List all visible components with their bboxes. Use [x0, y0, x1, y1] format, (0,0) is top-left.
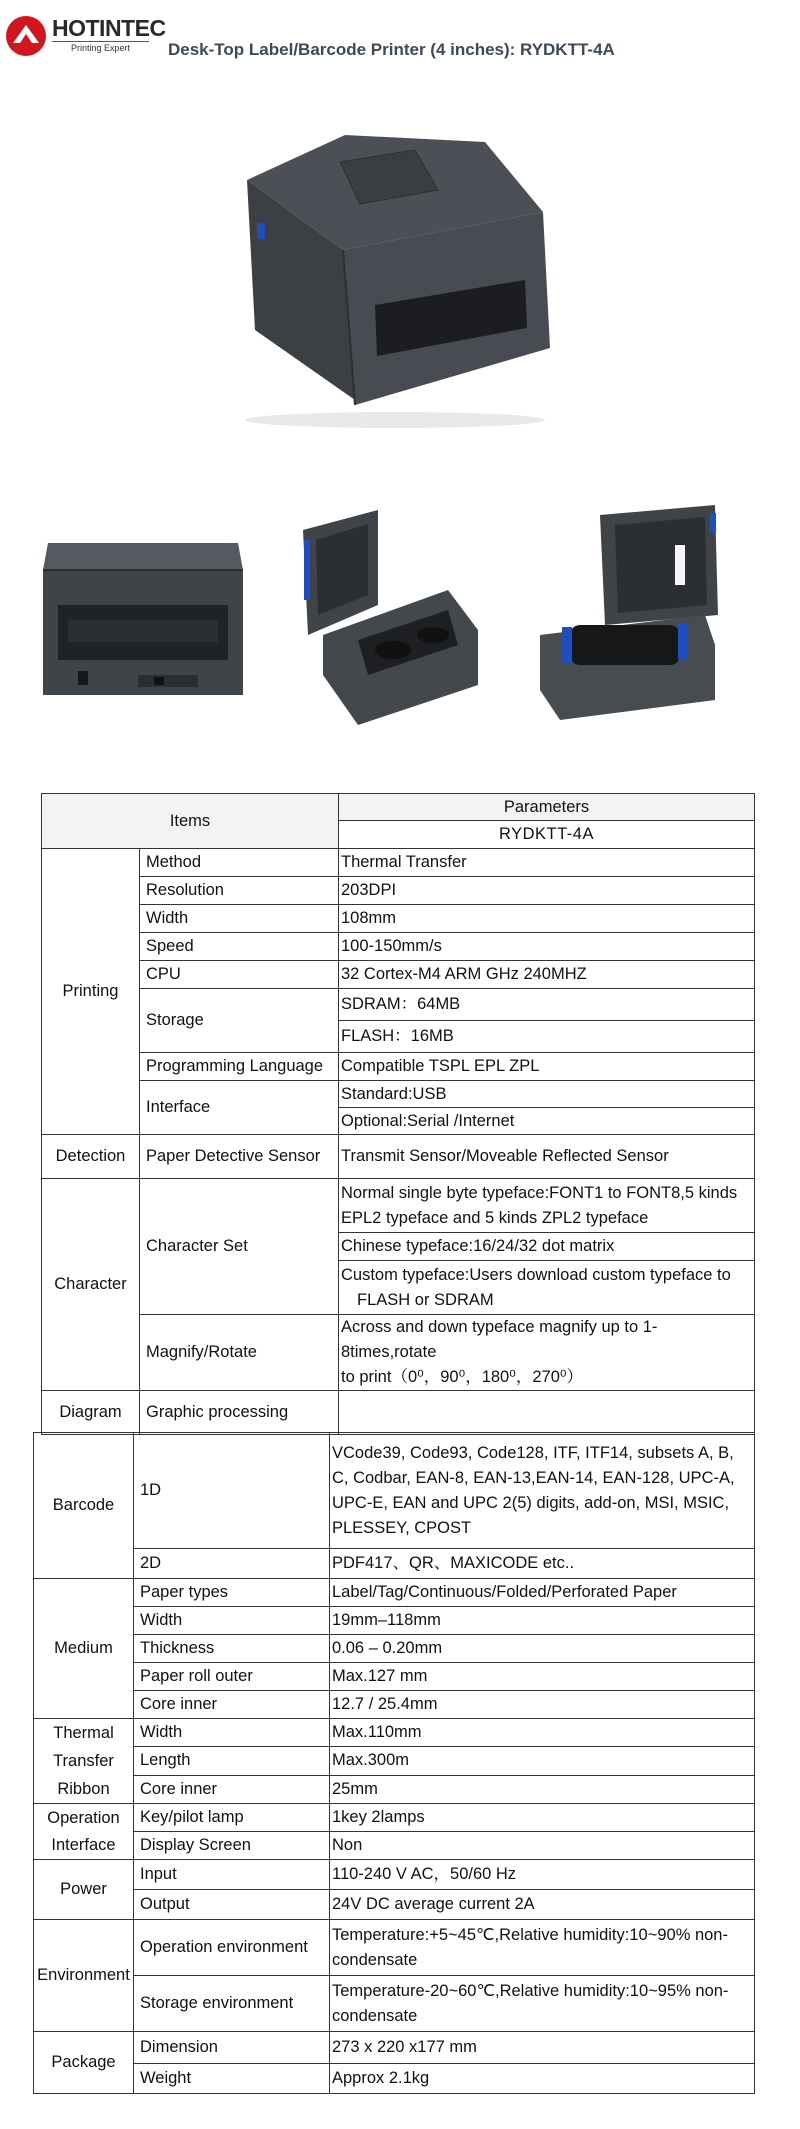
row-key: Key/pilot lamp	[134, 1804, 330, 1832]
group-ribbon-line: Transfer	[53, 1752, 114, 1770]
group-ribbon-line: Ribbon	[57, 1780, 110, 1798]
brand-name: HOTINTEC	[52, 15, 166, 41]
row-value: SDRAM：64MB	[339, 989, 755, 1021]
row-value: 24V DC average current 2A	[330, 1890, 755, 1920]
row-key: Input	[134, 1860, 330, 1890]
group-diagram: Diagram	[42, 1391, 140, 1435]
group-detection: Detection	[42, 1135, 140, 1179]
row-value-line: to print（0⁰，90⁰，180⁰，270⁰）	[341, 1368, 583, 1386]
printer-back-image	[38, 525, 253, 705]
group-printing: Printing	[42, 849, 140, 1135]
row-value	[330, 1920, 755, 1976]
row-key: Interface	[140, 1081, 339, 1135]
row-key: Magnify/Rotate	[140, 1315, 339, 1391]
group-character: Character	[42, 1179, 140, 1391]
spec-table-1	[41, 793, 755, 1435]
row-value: 110-240 V AC，50/60 Hz	[330, 1860, 755, 1890]
group-ribbon-line: Thermal	[53, 1724, 114, 1742]
row-value: Label/Tag/Continuous/Folded/Perforated Paper	[330, 1579, 755, 1607]
row-value-line: EPL2 typeface and 5 kinds ZPL2 typeface	[341, 1208, 649, 1227]
group-ribbon	[34, 1719, 134, 1804]
row-value: FLASH：16MB	[339, 1021, 755, 1053]
printer-ribbon-loaded-image	[530, 505, 730, 720]
row-value-line: Across and down typeface magnify up to 1-8times,rotate	[341, 1318, 658, 1361]
row-value: Max.110mm	[330, 1719, 755, 1747]
row-key: Speed	[140, 933, 339, 961]
row-key: Programming Language	[140, 1053, 339, 1081]
row-value: 0.06 – 0.20mm	[330, 1635, 755, 1663]
row-key: CPU	[140, 961, 339, 989]
row-value: Compatible TSPL EPL ZPL	[339, 1053, 755, 1081]
page-header	[0, 0, 800, 90]
row-value-line: Normal single byte typeface:FONT1 to FONT8,5 kinds	[341, 1183, 738, 1202]
row-key: Paper Detective Sensor	[140, 1135, 339, 1179]
row-key: Thickness	[134, 1635, 330, 1663]
row-value-line: Temperature:+5~45℃,Relative humidity:10~90% non-	[332, 1925, 728, 1944]
header-items: Items	[42, 794, 339, 849]
group-environment: Environment	[34, 1920, 134, 2032]
row-value: Max.127 mm	[330, 1663, 755, 1691]
row-key: Graphic processing	[140, 1391, 339, 1435]
page-title: Desk-Top Label/Barcode Printer (4 inches): RYDKTT-4A	[168, 40, 615, 59]
row-key: Width	[140, 905, 339, 933]
row-key: Display Screen	[134, 1832, 330, 1860]
row-value: PDF417、QR、MAXICODE etc..	[330, 1549, 755, 1579]
row-value: 19mm–118mm	[330, 1607, 755, 1635]
row-value: 12.7 / 25.4mm	[330, 1691, 755, 1719]
row-key: Paper roll outer	[134, 1663, 330, 1691]
row-key: Resolution	[140, 877, 339, 905]
row-value-line: UPC-E, EAN and UPC 2(5) digits, add-on, MSI, MSIC,	[332, 1493, 730, 1512]
row-value-line: condensate	[332, 1950, 418, 1969]
row-value	[339, 1179, 755, 1233]
row-key: Storage	[140, 989, 339, 1053]
brand-logo-icon	[5, 15, 47, 57]
group-power: Power	[34, 1860, 134, 1920]
row-value-line: Custom typeface:Users download custom typeface to	[341, 1265, 731, 1284]
group-operation-line: Interface	[51, 1835, 116, 1854]
row-value: Approx 2.1kg	[330, 2064, 755, 2094]
header-parameters: Parameters	[339, 794, 755, 821]
row-value: 273 x 220 x177 mm	[330, 2032, 755, 2064]
row-value: Chinese typeface:16/24/32 dot matrix	[339, 1233, 755, 1261]
row-value: Thermal Transfer	[339, 849, 755, 877]
row-value: 25mm	[330, 1775, 755, 1803]
row-value-line: Temperature-20~60℃,Relative humidity:10~95% non-	[332, 1981, 729, 2000]
row-value: 32 Cortex-M4 ARM GHz 240MHZ	[339, 961, 755, 989]
row-value-line: PLESSEY, CPOST	[332, 1518, 472, 1537]
row-value: Transmit Sensor/Moveable Reflected Sensor	[339, 1135, 755, 1179]
row-key: Width	[134, 1719, 330, 1747]
row-key: Width	[134, 1607, 330, 1635]
row-key: Weight	[134, 2064, 330, 2094]
brand-tagline: Printing Expert	[52, 41, 149, 53]
row-value: 1key 2lamps	[330, 1804, 755, 1832]
row-value	[330, 1976, 755, 2032]
row-key: Core inner	[134, 1691, 330, 1719]
row-value-line: VCode39, Code93, Code128, ITF, ITF14, subsets A, B,	[332, 1443, 734, 1462]
row-value-line: C, Codbar, EAN-8, EAN-13,EAN-14, EAN-128, UPC-A,	[332, 1468, 735, 1487]
row-key: Length	[134, 1747, 330, 1775]
printer-open-lid-image	[298, 510, 488, 725]
header-model: RYDKTT-4A	[339, 821, 755, 849]
group-operation-line: Operation	[47, 1808, 120, 1827]
row-value: Max.300m	[330, 1747, 755, 1775]
row-value	[339, 1261, 755, 1315]
row-value: Non	[330, 1832, 755, 1860]
row-value: 108mm	[339, 905, 755, 933]
row-key: Dimension	[134, 2032, 330, 2064]
spec-table-2	[33, 1432, 755, 2094]
printer-main-image	[225, 130, 560, 430]
group-package: Package	[34, 2032, 134, 2094]
row-value-line: condensate	[332, 2006, 418, 2025]
row-key: Operation environment	[134, 1920, 330, 1976]
row-key: Storage environment	[134, 1976, 330, 2032]
row-key: Output	[134, 1890, 330, 1920]
row-key: Character Set	[140, 1179, 339, 1315]
row-value	[330, 1433, 755, 1549]
row-key: 2D	[134, 1549, 330, 1579]
row-value: Standard:USB	[339, 1081, 755, 1108]
row-value	[339, 1315, 755, 1391]
row-value: 203DPI	[339, 877, 755, 905]
row-key: 1D	[134, 1433, 330, 1549]
row-key: Core inner	[134, 1775, 330, 1803]
row-value: 100-150mm/s	[339, 933, 755, 961]
row-key: Paper types	[134, 1579, 330, 1607]
row-key: Method	[140, 849, 339, 877]
group-medium: Medium	[34, 1579, 134, 1719]
row-value-line: FLASH or SDRAM	[357, 1290, 494, 1309]
group-barcode: Barcode	[34, 1433, 134, 1579]
row-value	[339, 1391, 755, 1435]
group-operation	[34, 1804, 134, 1860]
row-value: Optional:Serial /Internet	[339, 1108, 755, 1135]
